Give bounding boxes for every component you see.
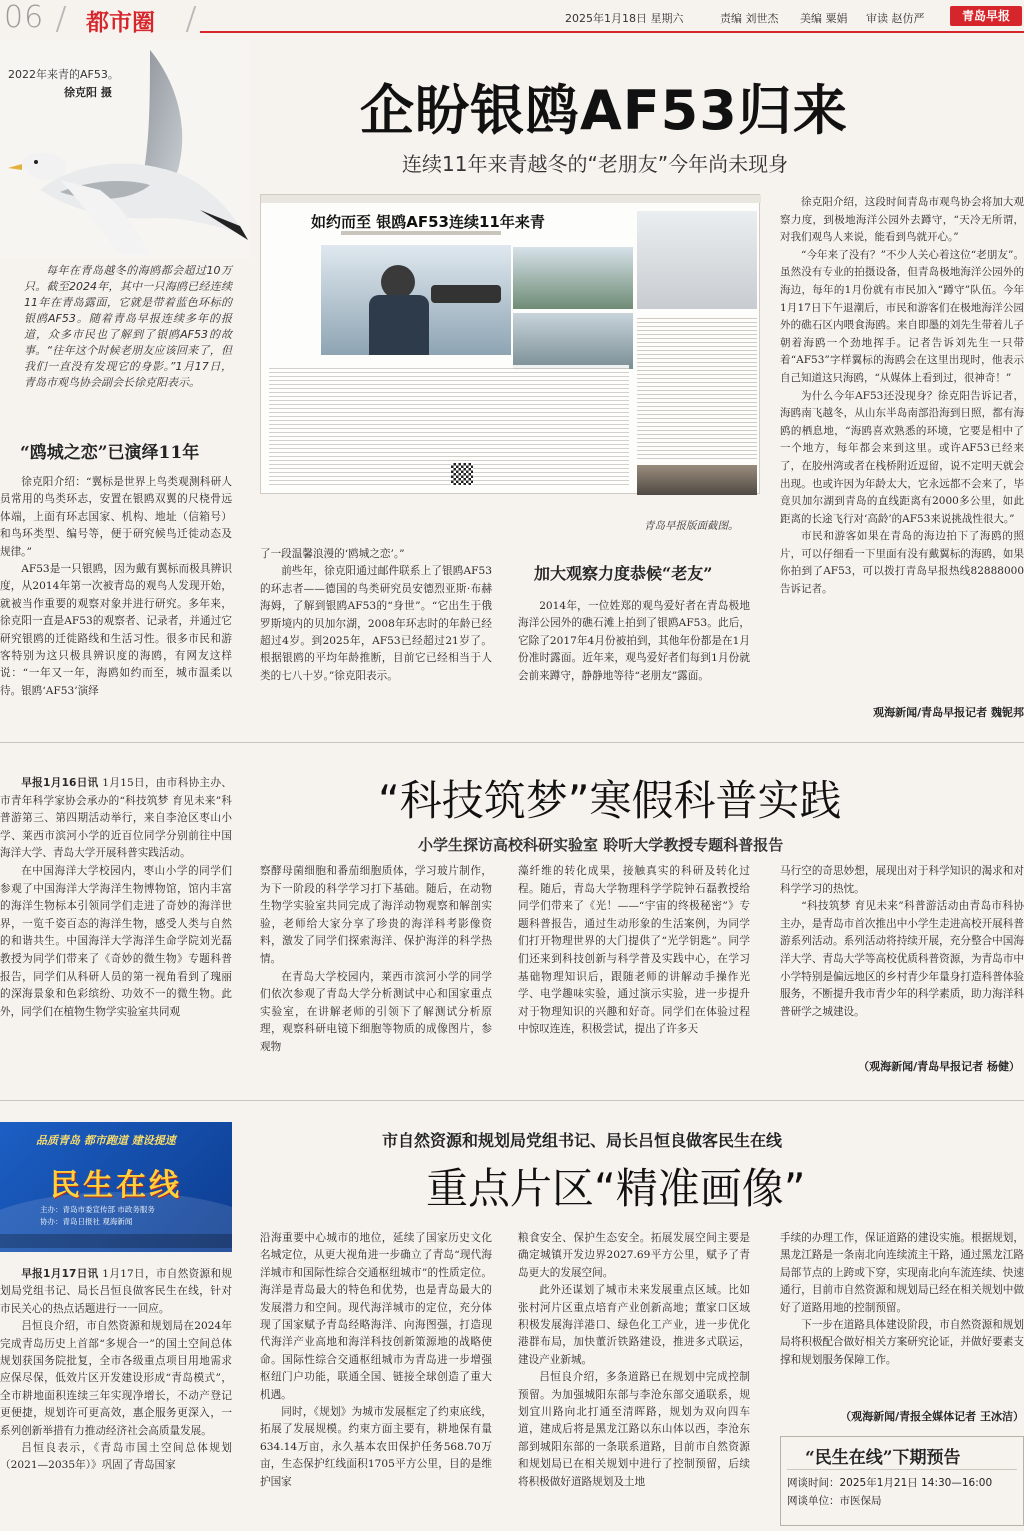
section-name: 都市圈 [86, 10, 155, 36]
slash-divider [186, 6, 196, 32]
article-kicker: 市自然资源和规划局党组书记、局长吕恒良做客民生在线 [382, 1131, 783, 1150]
screenshot-text-block [269, 365, 629, 485]
banner-organizer: 主办：青岛市委宣传部 市政务服务 [40, 1205, 155, 1214]
photo-caption: 2022年来青的AF53。 [8, 68, 119, 81]
banner-title: 民生在线 [50, 1168, 182, 1203]
masthead [0, 0, 1024, 36]
article-divider [0, 1100, 1024, 1101]
screenshot-photo-birds [513, 247, 633, 309]
paper-logo: 青岛早报 [950, 6, 1022, 26]
proofreader-credit: 审读 赵仿严 [866, 12, 925, 25]
screenshot-header-bar [261, 195, 761, 203]
screenshot-text-block [637, 315, 757, 461]
article-byline: 观海新闻/青岛早报记者 魏铌邦 [873, 706, 1024, 719]
article-byline: （观海新闻/青报全媒体记者 王冰洁） [840, 1410, 1024, 1423]
screenshot-headline: 如约而至 银鸥AF53连续11年来青 [311, 213, 545, 231]
article-byline: （观海新闻/青岛早报记者 杨健） [858, 1060, 1020, 1073]
screenshot-photo-gull [637, 211, 757, 309]
article-subtitle: 小学生探访高校科研实验室 聆听大学教授专题科普报告 [418, 836, 784, 854]
section-heading: 加大观察力度恭候“老友” [534, 564, 713, 583]
issue-date: 2025年1月18日 星期六 [565, 12, 684, 25]
text-column: 马行空的奇思妙想，展现出对于科学知识的渴求和对科学学习的热忱。 “科技筑梦 育见未来”科普游活动由青岛市科协主办，是青岛市首次推出中小学生走进高校开展科普游系列活动。系列活动将持续开展，充分整合中国海洋大学、青岛大学等高校优质科普资源，为青岛市中小学特别是偏远地区的乡村青少年量身打造科普体验服务，不断提升我市青少年的科学素质，助力海洋科普研学之城建设。 [780, 865, 1024, 1018]
text-column: 2014年，一位姓郑的观鸟爱好者在青岛极地海洋公园外的礁石滩上拍到了银鸥AF53。此后，它除了2017年4月份被拍到，其他年份都是在1月份准时露面。近年来，观鸟爱好者们每到1月份就会前来蹲守，静静地等待“老朋友”露面。 [518, 600, 750, 682]
article-divider [0, 742, 1024, 743]
dateline: 早报1月16日讯 [21, 777, 99, 789]
photo-credit: 徐克阳 摄 [64, 86, 112, 99]
text-column: 徐克阳介绍：“翼标是世界上鸟类观测科研人员常用的鸟类环志，安置在银鸥双翼的尺桡骨远体端，上面有环志国家、机构、地址（信箱号）和鸟环类型、编号等，便于研究候鸟迁徙动态及规律。” AF53是一只银鸥，因为戴有翼标而极具辨识度，从2014年第一次被青岛的观鸟人发现开始，就被当作重要的观察对象并进行研究。多年来，徐克阳一直是AF53的观察者、记录者，并通过它研究银鸥的迁徙路线和生活习性。很多市民和游客特别为这只极具辨识度的海鸥，有网友这样说：“一年又一年，海鸥如约而至，城市温柔以待。银鸥‘AF53’演绎 [0, 476, 232, 697]
text-column: 早报1月16日讯 1月15日，由市科协主办、市青年科学家协会承办的“科技筑梦 育见未来”科普游第三、第四期活动举行，来自李沧区枣山小学、莱西市滨河小学的近百位同学分别前往中国海洋大学、青岛大学开展科普实践活动。 在中国海洋大学校园内，枣山小学的同学们参观了中国海洋大学海洋生物博物馆，馆内丰富的海洋生物标本引领同学们走进了奇妙的海洋世界，一览千姿百态的海洋生物，感受人类与自然的和谐共生。中国海洋大学海洋生命学院刘光磊教授为同学们带来了《奇妙的微生物》专题科普报告，同学们从科研人员的第一视角看到了瑰丽的深海景象和色彩缤纷、功效不一的微生物。此外，同学们在植物生物学实验室共同观 [0, 777, 232, 1018]
article-title: 企盼银鸥AF53归来 [360, 79, 848, 142]
dateline: 早报1月17日讯 [21, 1268, 99, 1280]
article-subtitle: 连续11年来青越冬的“老朋友”今年尚未现身 [402, 152, 789, 176]
article-intro: 每年在青岛越冬的海鸥都会超过10万只。截至2024年，其中一只海鸥已经连续11年在青岛露面，它就是带着蓝色环标的银鸥AF53。随着青岛早报连续多年的报道，众多市民也了解到了银鸥AF53的故事。“往年这个时候老朋友应该回来了，但我们一直没有发现它的身影。”1月17日，青岛市观鸟协会副会长徐克阳表示。 [24, 264, 232, 389]
text-column: 了一段温馨浪漫的‘鸥城之恋’。” 前些年，徐克阳通过邮件联系上了银鸥AF53的环志者——德国的鸟类研究员安德烈亚斯·布赫海姆，了解到银鸥AF53的“身世”。“它出生于俄罗斯境内的贝加尔湖，2008年环志时的年龄已经超过4岁。到2025年，AF53已经超过21岁了。根据银鸥的平均年龄推断，目前它已经相当于人类的七八十岁。”徐克阳表示。 [260, 548, 492, 682]
screenshot-qr-code [451, 463, 473, 485]
text-column: 徐克阳介绍，这段时间青岛市观鸟协会将加大观察力度，到极地海洋公园外去蹲守，“天冷无所谓，对我们观鸟人来说，能看到鸟就开心。” “今年来了没有？”不少人关心着这位“老朋友”。虽然没有专业的拍摄设备，但青岛极地海洋公园外的海边，每年的1月份就有市民加入“蹲守”队伍。今年1月17日下午退潮后，市民和游客们在极地海洋公园外的礁石区内喂食海鸥。来自即墨的刘先生带着儿子朝着海鸥一个劲地挥手。记者告诉刘先生一只带着“AF53”字样翼标的海鸥会在这里出现时，他表示自己知道这只海鸥，“从媒体上看到过，很神奇！” 为什么今年AF53还没现身？徐克阳告诉记者，海鸥南飞越冬，从山东半岛南部沿海到日照，都有海鸥的栖息地，“海鸥喜欢熟悉的环境，它要是相中了一个地方，每年都会来到这里。或许AF53已经来了，在胶州湾或者在栈桥附近逗留，说不定明天就会出现。也或许因为年龄太大，它永远都不会来了，毕竟贝加尔湖到青岛的直线距离有2000多公里，如此距离的长途飞行对‘高龄’的AF53来说挑战性很大。” 市民和游客如果在青岛的海边拍下了海鸥的照片，可以仔细看一下里面有没有戴翼标的海鸥，如果你拍到了AF53，可以拨打青岛早报热线82888000告诉记者。 [780, 196, 1024, 596]
screenshot-caption: 青岛早报版面截图。 [644, 520, 739, 532]
screenshot-photo-crowd [637, 465, 757, 495]
banner-slogan: 品质青岛 都市跑道 建设提速 [36, 1134, 176, 1147]
slash-divider [56, 6, 66, 32]
notice-rule [787, 1469, 1017, 1470]
newspaper-screenshot [260, 194, 760, 494]
page-number: 06 [4, 0, 45, 35]
text-column: 手续的办理工作，保证道路的建设实施。根据规划，黑龙江路是一条南北向连续流主干路，通过黑龙江路局部节点的上跨或下穿，实现南北向车流连续、快速通行，目前市自然资源和规划局已经在相关规划中做好了道路用地的控制预留。 下一步在道路具体建设阶段，市自然资源和规划局将积极配合做好相关方案研究论证，并做好要素支撑和规划服务保障工作。 [780, 1232, 1024, 1366]
text-column: 早报1月17日讯 1月17日，市自然资源和规划局党组书记、局长吕恒良做客民生在线，针对市民关心的热点话题进行一一回应。 吕恒良介绍，市自然资源和规划局在2024年完成青岛历史上首部“多规合一”的国土空间总体规划获国务院批复，全市各级重点项目用地需求应保尽保，低效片区开发建设形成“青岛模式”，全市耕地面积连续三年实现净增长，不动产登记更便捷，规划许可更高效，惠企服务更深入，一系列创新举措有力推动经济社会高质量发展。 吕恒良表示，《青岛市国土空间总体规划（2021—2035年）》巩固了青岛国家 [0, 1268, 232, 1472]
text-column: 藻纤维的转化成果，接触真实的科研及转化过程。随后，青岛大学物理科学学院钟石磊教授给同学们带来了《光！——“宇宙的终极秘密”》专题科普报告，通过生动形象的生活案例，为同学们打开物理世界的大门提供了“光学钥匙”。同学们还来到科技创新与科学普及实践中心，在学习基础物理知识后，跟随老师的讲解动手操作光学、电学趣味实验，通过演示实验，进一步提升对于物理知识的兴趣和好奇。同学们在体验过程中惊叹连连，积极尝试，提出了许多天 [518, 865, 750, 1036]
minsheng-online-banner [0, 1122, 232, 1252]
notice-time: 网谈时间：2025年1月21日 14:30—16:00 [787, 1477, 993, 1489]
banner-co-organizer: 协办：青岛日报社 观海新闻 [40, 1217, 133, 1226]
article-title: “科技筑梦”寒假科普实践 [378, 776, 842, 825]
designer-credit: 美编 粟娟 [800, 12, 848, 25]
next-issue-notice [780, 1436, 1024, 1526]
banner-strip [0, 1234, 232, 1248]
text-column: 粮食安全、保护生态安全。拓展发展空间主要是确定城镇开发边界2027.69平方公里，赋予了青岛更大的发展空间。 此外还谋划了城市未来发展重点区域。比如张村河片区重点培育产业创新高地；董家口区域积极发展海洋港口、绿色化工产业，进一步优化港群布局，加快董沂铁路建设，推进多式联运，建设产业新城。 吕恒良介绍，多条道路已在规划中完成控制预留。为加强城阳东部与李沧东部交通联系，规划宜川路向北打通至清晖路，规划为双向四车道，建成后将是黑龙江路以东山体以西，李沧东部到城阳东部的一条联系道路，目前市自然资源和规划局已在相关规划中进行了控制预留，后续将积极做好道路规划及土地 [518, 1232, 750, 1488]
editor-credit: 责编 刘世杰 [720, 12, 779, 25]
section-heading: “鸥城之恋”已演绎11年 [20, 443, 200, 463]
article-title: 重点片区“精准画像” [426, 1164, 806, 1213]
screenshot-subline [341, 231, 501, 235]
screenshot-photo-person [321, 245, 511, 355]
text-column: 沿海重要中心城市的地位，延续了国家历史文化名城定位，从更大视角进一步确立了青岛“现代海洋城市和国际性综合交通枢纽城市”的性质定位。海洋是青岛最大的特色和优势，也是青岛最大的发展潜力和空间。现代海洋城市的定位，充分体现了国家赋予青岛经略海洋、向海图强，打造现代海洋产业高地和海洋科技创新策源地的战略使命。国际性综合交通枢纽城市为青岛进一步增强枢纽门户功能，联通全国、链接全球创造了重大机遇。 同时，《规划》为城市发展框定了约束底线，拓展了发展规模。约束方面主要有，耕地保有量634.14万亩，永久基本农田保护任务568.70万亩，生态保护红线面积1705平方公里，目的是维护国家 [260, 1232, 492, 1488]
notice-title: “民生在线”下期预告 [805, 1448, 961, 1468]
notice-unit: 网谈单位：市医保局 [787, 1495, 882, 1507]
screenshot-photo-birds [513, 313, 633, 369]
masthead-rule [200, 31, 1024, 33]
text-column: 察酵母菌细胞和番茄细胞质体，学习玻片制作，为下一阶段的科学学习打下基础。随后，在动物生物学实验室共同完成了海洋动物观察和解剖实验，老师给大家分享了珍贵的海洋科考影像资料，激发了同学们探索海洋、保护海洋的科学热情。 在青岛大学校园内，莱西市滨河小学的同学们依次参观了青岛大学分析测试中心和国家重点实验室，在讲解老师的引领下了解测试分析原理，观察科研电镜下细胞等物质的成像图片，参观物 [260, 865, 492, 1053]
